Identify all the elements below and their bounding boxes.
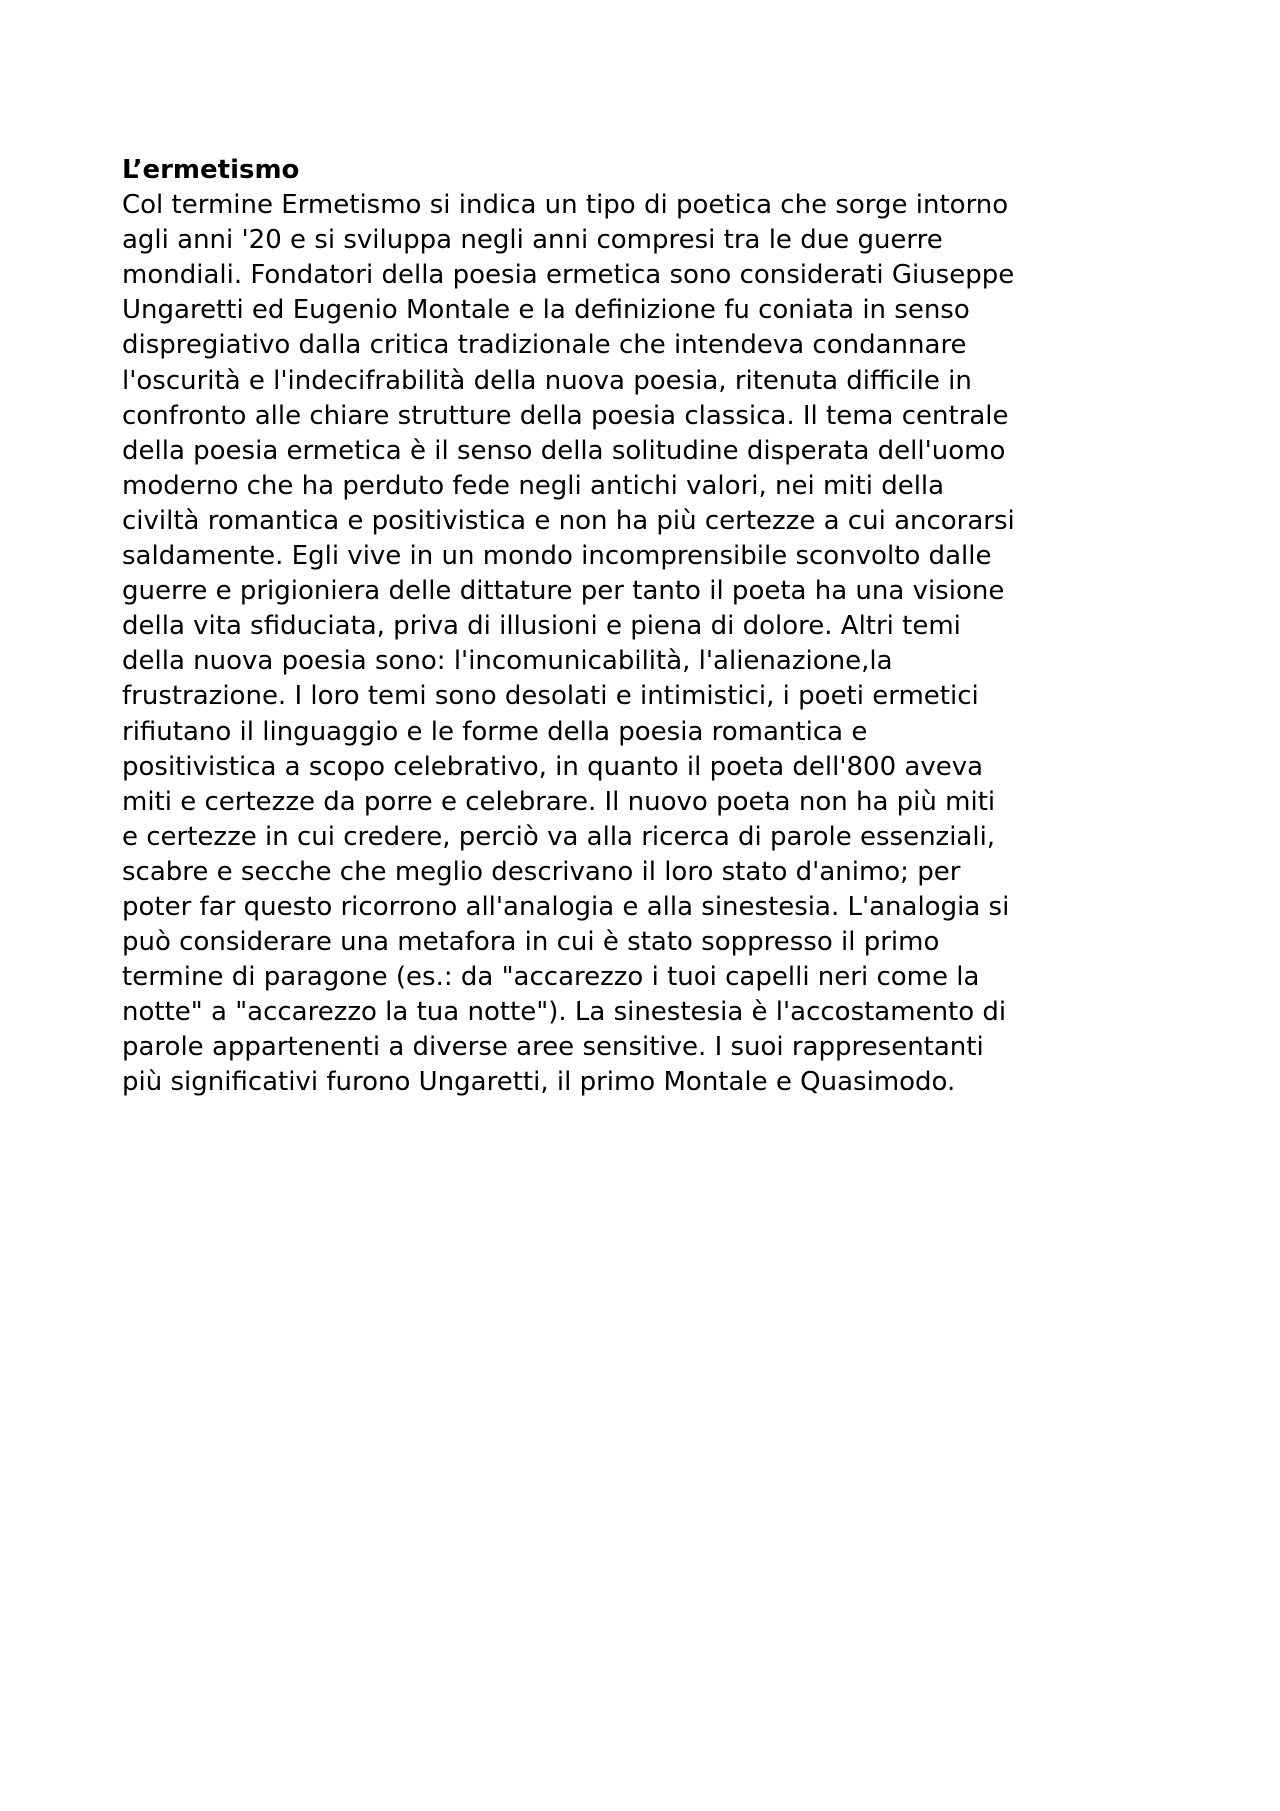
document-title: L’ermetismo (122, 155, 300, 185)
document-content (122, 153, 1167, 1101)
document-body: Col termine Ermetismo si indica un tipo di poetica che sorge intorno agli anni '20 e si sviluppa negli anni compresi tra le due guerre mondiali. Fondatori della poesia ermetica sono considerati Giuseppe Ungaretti ed Eugenio Montale e la definizione fu coniata in senso dispregiativo dalla critica tradizionale che intendeva condannare l'oscurità e l'indecifrabilità della nuova poesia, ritenuta difficile in confronto alle chiare strutture della poesia classica. Il tema centrale della poesia ermetica è il senso della solitudine disperata dell'uomo moderno che ha perduto fede negli antichi valori, nei miti della civiltà romantica e positivistica e non ha più certezze a cui ancorarsi saldamente. Egli vive in un mondo incomprensibile sconvolto dalle guerre e prigioniera delle dittature per tanto il poeta ha una visione della vita sfiduciata, priva di illusioni e piena di dolore. Altri temi della nuova poesia sono: l'incomunicabilità, l'alienazione,la frustrazione. I loro temi sono desolati e intimistici, i poeti ermetici rifiutano il linguaggio e le forme della poesia romantica e positivistica a scopo celebrativo, in quanto il poeta dell'800 aveva miti e certezze da porre e celebrare. Il nuovo poeta non ha più miti e certezze in cui credere, perciò va alla ricerca di parole essenziali, scabre e secche che meglio descrivano il loro stato d'animo; per poter far questo ricorrono all'analogia e alla sinestesia. L'analogia si può considerare una metafora in cui è stato soppresso il primo termine di paragone (es.: da "accarezzo i tuoi capelli neri come la notte" a "accarezzo la tua notte"). La sinestesia è l'accostamento di parole appartenenti a diverse aree sensitive. I suoi rappresentanti più significativi furono Ungaretti, il primo Montale e Quasimodo. (122, 190, 1015, 1098)
